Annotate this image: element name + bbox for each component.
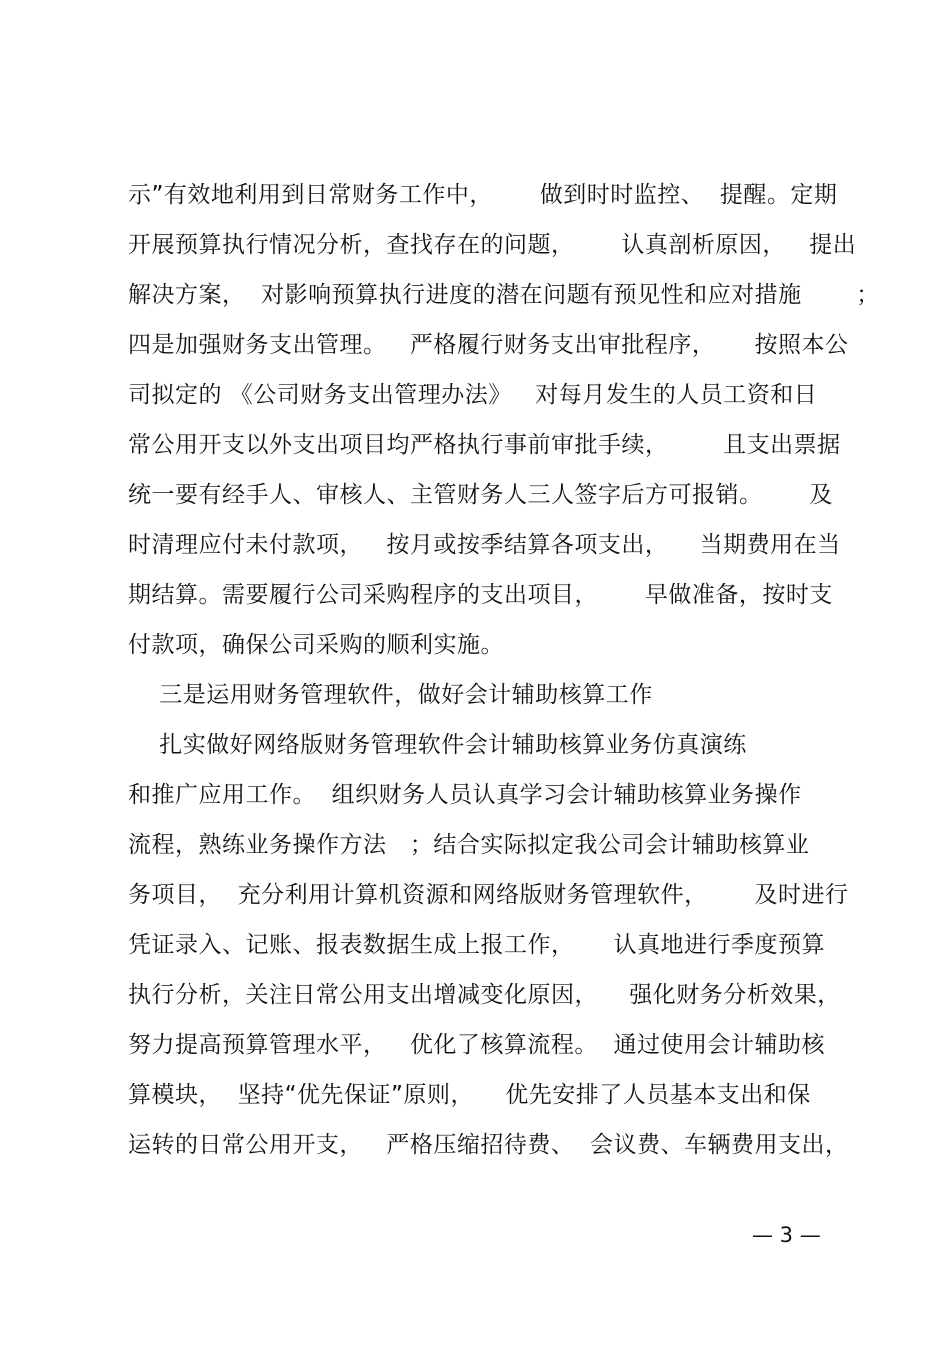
- text-line-19: 算模块， 坚持“优先保证”原则， 优先安排了人员基本支出和保: [128, 1082, 811, 1108]
- text-line-8: 时清理应付未付款项， 按月或按季结算各项支出， 当期费用在当: [128, 532, 841, 558]
- text-line-10: 付款项，确保公司采购的顺利实施。: [128, 632, 504, 658]
- text-line-15: 务项目， 充分利用计算机资源和网络版财务管理软件， 及时进行: [128, 882, 849, 908]
- text-line-11: 三是运用财务管理软件，做好会计辅助核算工作: [128, 682, 653, 708]
- text-line-9: 期结算。需要履行公司采购程序的支出项目， 早做准备，按时支: [128, 582, 833, 608]
- text-line-6: 常公用开支以外支出项目均严格执行事前审批手续， 且支出票据: [128, 432, 841, 458]
- text-line-12: 扎实做好网络版财务管理软件会计辅助核算业务仿真演练: [128, 732, 747, 758]
- text-line-16: 凭证录入、记账、报表数据生成上报工作， 认真地进行季度预算: [128, 932, 826, 958]
- text-line-14: 流程，熟练业务操作方法 ；结合实际拟定我公司会计辅助核算业: [128, 832, 810, 858]
- text-line-5: 司拟定的 《公司财务支出管理办法》 对每月发生的人员工资和日: [128, 382, 818, 408]
- text-line-7: 统一要有经手人、审核人、主管财务人三人签字后方可报销。 及: [128, 482, 833, 508]
- text-line-18: 努力提高预算管理水平， 优化了核算流程。 通过使用会计辅助核: [128, 1032, 826, 1058]
- text-line-13: 和推广应用工作。 组织财务人员认真学习会计辅助核算业务操作: [128, 782, 802, 808]
- text-line-3: 解决方案， 对影响预算执行进度的潜在问题有预见性和应对措施 ；: [128, 282, 880, 308]
- text-line-2: 开展预算执行情况分析，查找存在的问题， 认真剖析原因， 提出: [128, 232, 857, 258]
- text-line-1: 示”有效地利用到日常财务工作中， 做到时时监控、 提醒。定期: [128, 182, 838, 208]
- text-line-17: 执行分析，关注日常公用支出增减变化原因， 强化财务分析效果，: [128, 982, 841, 1008]
- text-line-4: 四是加强财务支出管理。 严格履行财务支出审批程序， 按照本公: [128, 332, 849, 358]
- page-number: — 3 —: [752, 1223, 821, 1247]
- text-line-20: 运转的日常公用开支， 严格压缩招待费、 会议费、车辆费用支出，: [128, 1132, 849, 1158]
